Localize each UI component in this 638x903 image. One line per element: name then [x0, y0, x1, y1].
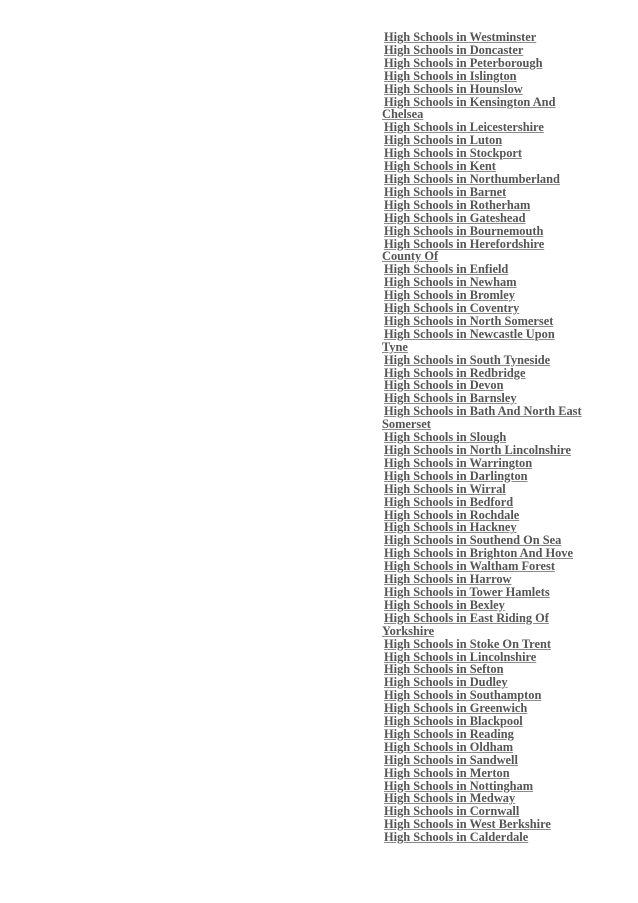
- high-schools-link[interactable]: High Schools in Warrington: [384, 455, 533, 470]
- high-schools-link[interactable]: High Schools in Greenwich: [384, 701, 528, 716]
- high-schools-link[interactable]: High Schools in Kensington And Chelsea: [382, 94, 556, 122]
- high-schools-link[interactable]: High Schools in Rotherham: [384, 197, 531, 212]
- high-schools-link[interactable]: High Schools in East Riding Of Yorkshire: [382, 610, 549, 638]
- high-schools-link[interactable]: High Schools in North Somerset: [384, 313, 554, 328]
- high-schools-link[interactable]: High Schools in Devon: [384, 378, 504, 393]
- high-schools-link[interactable]: High Schools in Hounslow: [384, 81, 523, 96]
- high-schools-link[interactable]: High Schools in Rochdale: [384, 507, 520, 522]
- high-schools-link[interactable]: High Schools in Barnsley: [384, 391, 517, 406]
- list-item: [382, 238, 582, 264]
- high-schools-link[interactable]: High Schools in Merton: [384, 765, 510, 780]
- high-schools-link[interactable]: High Schools in Southend On Sea: [384, 533, 562, 548]
- high-schools-link[interactable]: High Schools in Herefordshire County Of: [382, 236, 545, 264]
- list-item: [382, 328, 582, 354]
- high-schools-link[interactable]: High Schools in Darlington: [384, 468, 528, 483]
- high-schools-link[interactable]: High Schools in Bournemouth: [384, 223, 544, 238]
- high-schools-link[interactable]: High Schools in Bexley: [384, 597, 505, 612]
- high-schools-link[interactable]: High Schools in Oldham: [384, 739, 514, 754]
- high-schools-link[interactable]: High Schools in South Tyneside: [384, 352, 551, 367]
- high-schools-link[interactable]: High Schools in Peterborough: [384, 55, 543, 70]
- high-schools-link[interactable]: High Schools in Newham: [384, 275, 517, 290]
- high-schools-link[interactable]: High Schools in Westminster: [384, 30, 537, 44]
- high-schools-link[interactable]: High Schools in Waltham Forest: [384, 559, 555, 574]
- list-item: [382, 612, 582, 638]
- high-schools-link[interactable]: High Schools in Enfield: [384, 262, 509, 277]
- high-schools-link[interactable]: High Schools in Northumberland: [384, 171, 560, 186]
- high-schools-link[interactable]: High Schools in Sefton: [384, 662, 504, 677]
- high-schools-link[interactable]: High Schools in Tower Hamlets: [384, 584, 550, 599]
- high-schools-link[interactable]: High Schools in Kent: [384, 159, 496, 174]
- high-schools-link[interactable]: High Schools in Lincolnshire: [384, 649, 537, 664]
- high-schools-link[interactable]: High Schools in Wirral: [384, 481, 506, 496]
- high-schools-link[interactable]: High Schools in Nottingham: [384, 778, 534, 793]
- high-schools-link[interactable]: High Schools in Dudley: [384, 675, 508, 690]
- high-schools-link[interactable]: High Schools in Newcastle Upon Tyne: [382, 326, 555, 354]
- high-schools-link[interactable]: High Schools in Blackpool: [384, 714, 523, 729]
- high-schools-link[interactable]: High Schools in West Berkshire: [384, 817, 551, 832]
- high-schools-link[interactable]: High Schools in Bedford: [384, 494, 514, 509]
- high-schools-link[interactable]: High Schools in North Lincolnshire: [384, 443, 572, 457]
- high-schools-link[interactable]: High Schools in Barnet: [384, 184, 507, 199]
- high-schools-link[interactable]: High Schools in Stoke On Trent: [384, 636, 551, 651]
- high-schools-link[interactable]: High Schools in Bath And North East Somerset: [382, 404, 582, 432]
- high-schools-link[interactable]: High Schools in Hackney: [384, 520, 517, 535]
- high-schools-link[interactable]: High Schools in Redbridge: [384, 365, 526, 380]
- high-schools-link[interactable]: High Schools in Calderdale: [384, 830, 529, 845]
- high-schools-link[interactable]: High Schools in Cornwall: [384, 804, 520, 819]
- high-schools-link[interactable]: High Schools in Coventry: [384, 301, 520, 316]
- high-schools-link[interactable]: High Schools in Gateshead: [384, 210, 526, 225]
- high-schools-link[interactable]: High Schools in Reading: [384, 726, 514, 741]
- high-schools-link[interactable]: High Schools in Slough: [384, 430, 507, 445]
- high-schools-link[interactable]: High Schools in Stockport: [384, 146, 523, 161]
- high-schools-link[interactable]: High Schools in Luton: [384, 133, 503, 148]
- high-schools-link[interactable]: High Schools in Bromley: [384, 288, 515, 303]
- high-schools-link[interactable]: High Schools in Islington: [384, 68, 517, 83]
- high-schools-link[interactable]: High Schools in Medway: [384, 791, 516, 806]
- high-schools-link[interactable]: High Schools in Doncaster: [384, 42, 524, 57]
- high-schools-link[interactable]: High Schools in Harrow: [384, 572, 512, 587]
- high-schools-link[interactable]: High Schools in Leicestershire: [384, 120, 544, 135]
- high-schools-link[interactable]: High Schools in Brighton And Hove: [384, 546, 574, 561]
- high-schools-link[interactable]: High Schools in Southampton: [384, 688, 542, 703]
- list-item: [382, 831, 582, 844]
- list-item: [382, 96, 582, 122]
- high-schools-link-list: [382, 31, 582, 844]
- high-schools-link[interactable]: High Schools in Sandwell: [384, 752, 518, 767]
- list-item: [382, 405, 582, 431]
